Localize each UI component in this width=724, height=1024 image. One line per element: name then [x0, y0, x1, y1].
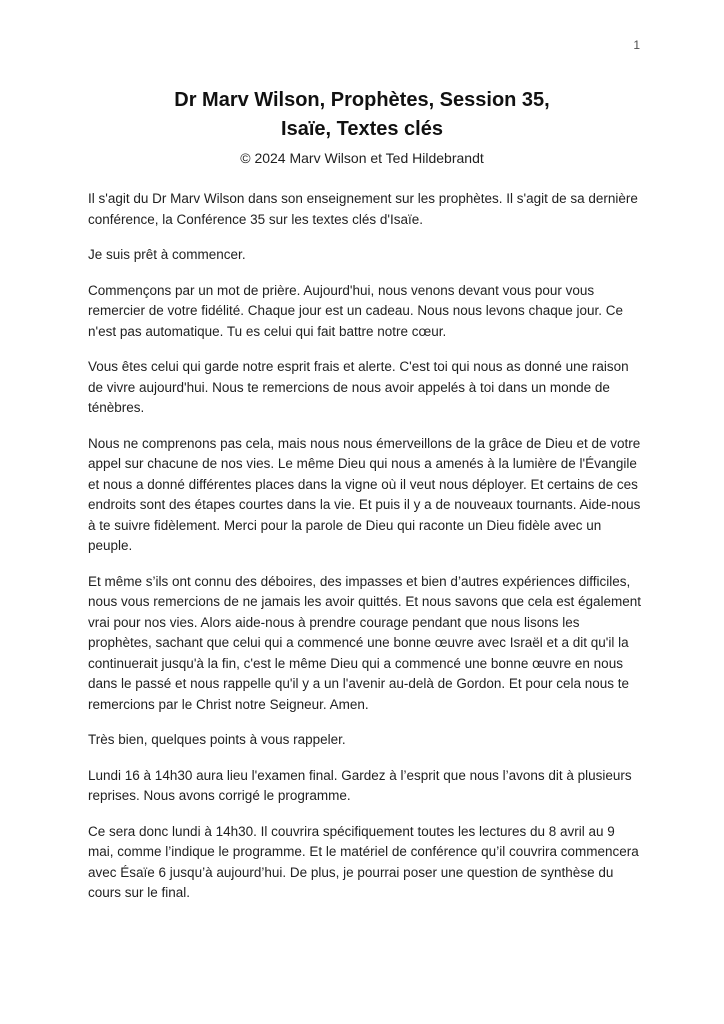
paragraph: Je suis prêt à commencer.: [88, 247, 246, 262]
paragraph: Très bien, quelques points à vous rappeler.: [88, 732, 346, 747]
paragraph: Il s'agit du Dr Marv Wilson dans son enseignement sur les prophètes. Il s'agit de sa dernière conférence, la Conférence 35 sur les textes clés d'Isaïe.: [88, 191, 638, 227]
copyright-byline: © 2024 Marv Wilson et Ted Hildebrandt: [240, 150, 484, 166]
paragraph: Ce sera donc lundi à 14h30. Il couvrira spécifiquement toutes les lectures du 8 avril au 9 mai, comme l’indique le programme. Et le matériel de conférence qu’il couvrira commencera avec Ésaïe 6 jusqu’à aujourd’hui. De plus, je pourrai poser une question de synthèse du cours sur le final.: [88, 823, 639, 900]
paragraph: Nous ne comprenons pas cela, mais nous nous émerveillons de la grâce de Dieu et de votre appel sur chacune de nos vies. Le même Dieu qui nous a amenés à la lumière de l'Évangile et nous a donné différentes places dans la vigne où il veut nous déployer. Et certains de ces endroits sont des étapes courtes dans la vie. Et puis il y a de nouveaux tournants. Aide-nous à te suivre fidèlement. Merci pour la parole de Dieu qui raconte un Dieu fidèle avec un peuple.: [88, 435, 641, 553]
paragraph: Commençons par un mot de prière. Aujourd'hui, nous venons devant vous pour vous remercier de votre fidélité. Chaque jour est un cadeau. Nous nous levons chaque jour. Ce n'est pas automatique. Tu es celui qui fait battre notre cœur.: [88, 282, 624, 339]
title-line-2: Isaïe, Textes clés: [281, 118, 443, 140]
document-header: [0, 0, 724, 167]
document-title: [0, 86, 724, 144]
page-number: 1: [633, 38, 640, 52]
paragraph: Vous êtes celui qui garde notre esprit frais et alerte. C'est toi qui nous as donné une raison de vivre aujourd'hui. Nous te remercions de nous avoir appelés à toi dans un monde de ténèbres.: [88, 359, 629, 415]
document-body: [88, 189, 644, 904]
paragraph: Lundi 16 à 14h30 aura lieu l'examen final. Gardez à l’esprit que nous l’avons dit à plusieurs reprises. Nous avons corrigé le programme.: [88, 767, 632, 803]
paragraph: Et même s’ils ont connu des déboires, des impasses et bien d’autres expériences difficiles, nous vous remercions de ne jamais les avoir quittés. Et nous savons que cela est également vrai pour nos vies. Alors aide-nous à prendre courage pendant que nous lisons les prophètes, sachant que celui qui a commencé une bonne œuvre avec Israël et a dit qu'il la continuerait jusqu'à la fin, c'est le même Dieu qui a commencé une bonne œuvre en nous dans le passé et nous rappelle qu'il y a un l'avenir au-delà de Gordon. Et pour cela nous te remercions par le Christ notre Seigneur. Amen.: [88, 573, 642, 712]
title-line-1: Dr Marv Wilson, Prophètes, Session 35,: [174, 89, 550, 111]
